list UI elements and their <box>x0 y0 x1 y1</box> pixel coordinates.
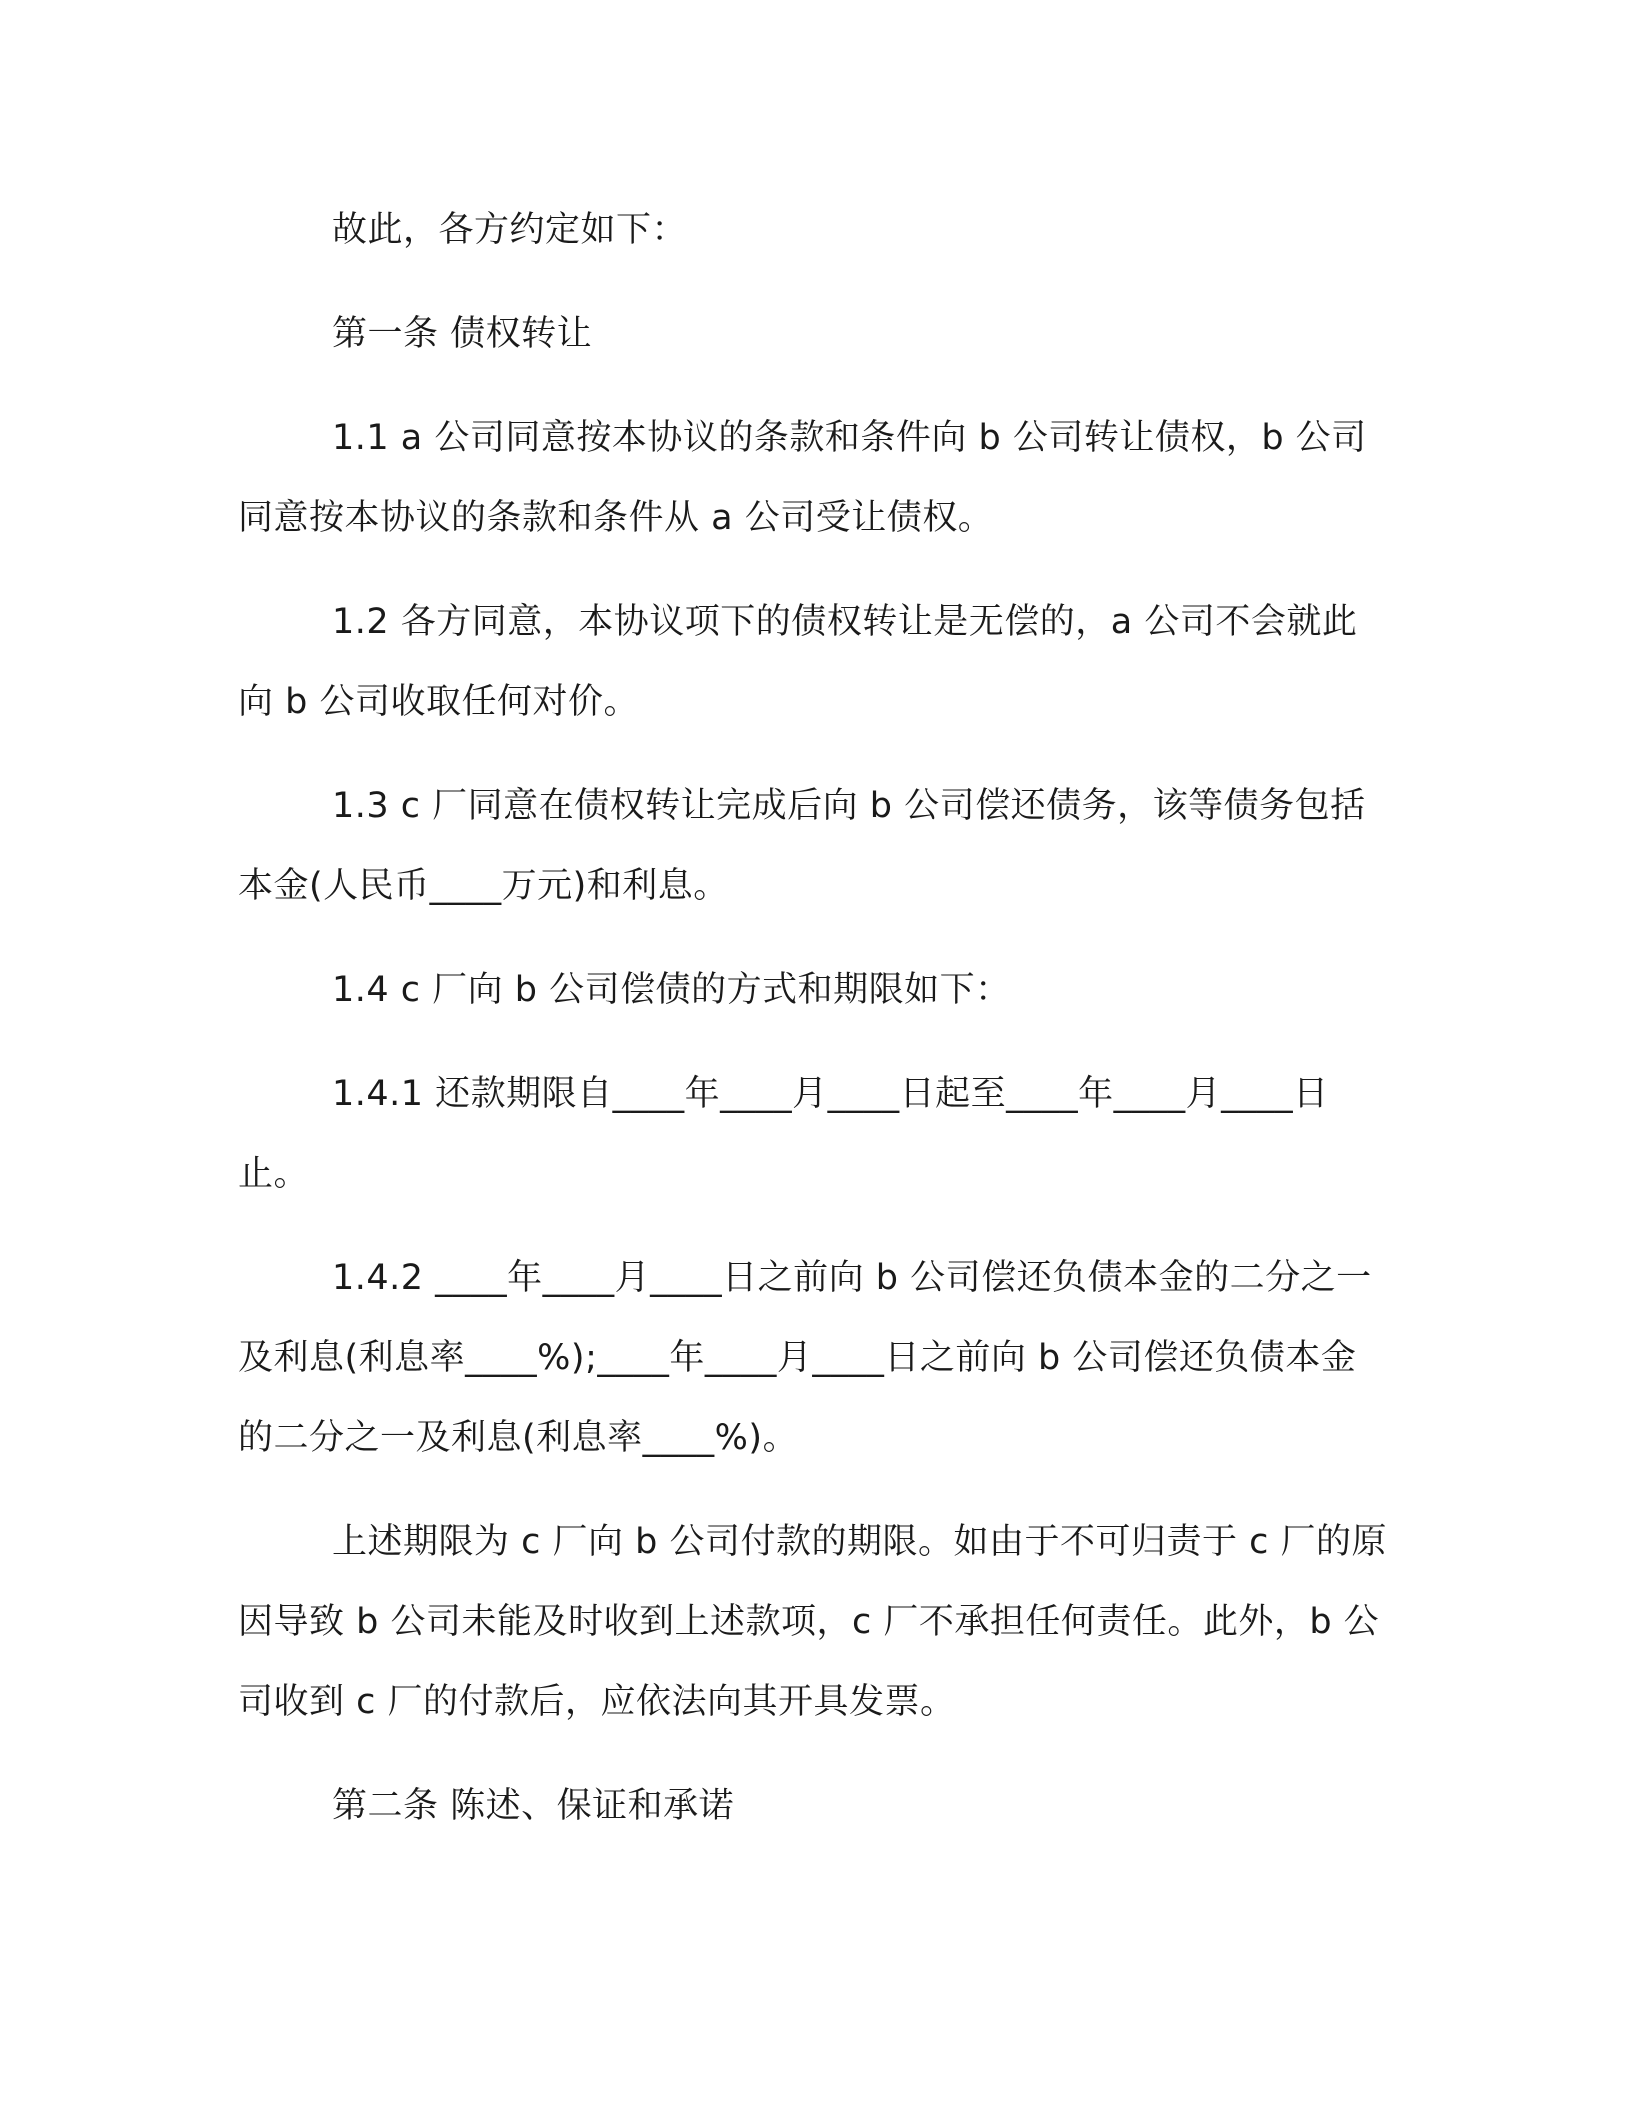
paragraph-1-1: 1.1 a 公司同意按本协议的条款和条件向 b 公司转让债权，b 公司同意按本协议的条款和条件从 a 公司受让债权。 <box>238 418 1367 538</box>
heading-article-2: 第二条 陈述、保证和承诺 <box>332 1786 735 1826</box>
paragraph-intro: 故此，各方约定如下： <box>332 210 688 250</box>
paragraph-payment-terms: 上述期限为 c 厂向 b 公司付款的期限。如由于不可归责于 c 厂的原因导致 b 公司未能及时收到上述款项，c 厂不承担任何责任。此外，b 公司收到 c 厂的付款后，应依法向其开具发票。 <box>238 1522 1387 1722</box>
paragraph-1-4-1: 1.4.1 还款期限自____年____月____日起至____年____月____日止。 <box>238 1074 1329 1194</box>
paragraph-1-4: 1.4 c 厂向 b 公司偿债的方式和期限如下： <box>332 970 1011 1010</box>
document-body <box>238 190 1388 1846</box>
heading-article-1: 第一条 债权转让 <box>332 314 593 354</box>
paragraph-1-2: 1.2 各方同意，本协议项下的债权转让是无偿的，a 公司不会就此向 b 公司收取任何对价。 <box>238 602 1358 722</box>
paragraph-1-3: 1.3 c 厂同意在债权转让完成后向 b 公司偿还债务，该等债务包括本金(人民币____万元)和利息。 <box>238 786 1366 906</box>
paragraph-1-4-2: 1.4.2 ____年____月____日之前向 b 公司偿还负债本金的二分之一及利息(利息率____%);____年____月____日之前向 b 公司偿还负债本金的二分之一及利息(利息率____%)。 <box>238 1258 1372 1458</box>
